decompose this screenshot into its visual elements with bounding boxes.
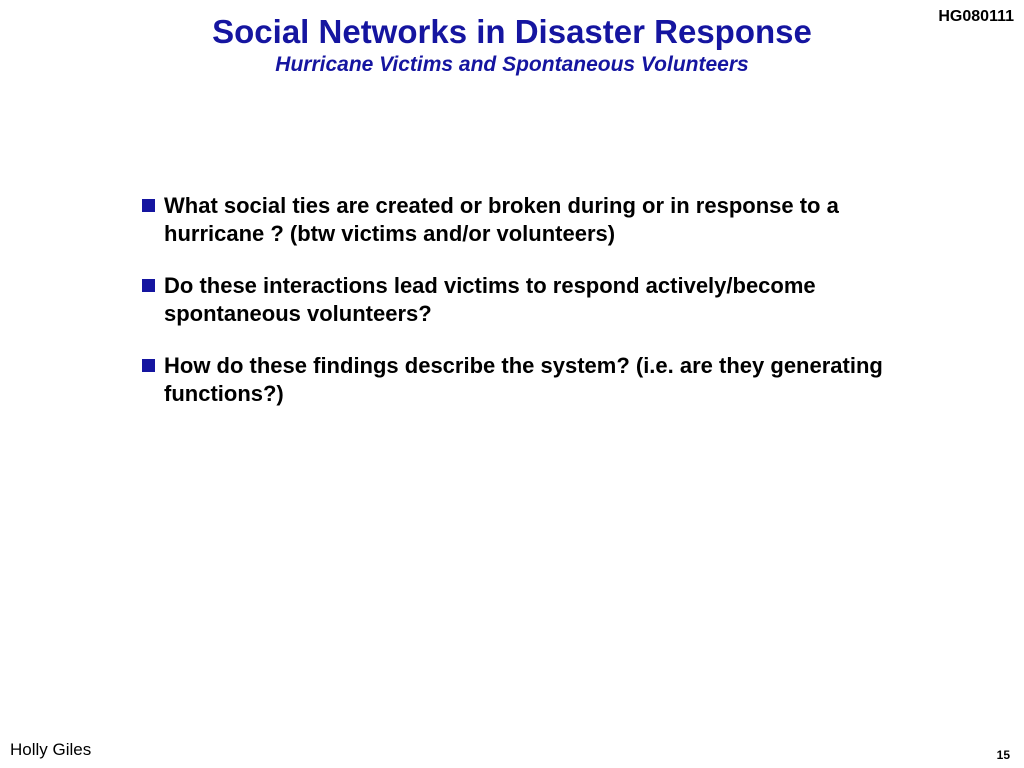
bullet-text: Do these interactions lead victims to respond actively/become spontaneous volunteers?	[164, 273, 816, 326]
title-block	[0, 12, 1024, 78]
square-bullet-icon	[142, 199, 155, 212]
document-id: HG080111	[938, 8, 1014, 25]
bullet-item	[140, 352, 930, 408]
page-number: 15	[996, 748, 1010, 762]
slide-title: Social Networks in Disaster Response	[212, 13, 812, 50]
bullet-list	[140, 192, 930, 432]
author-name: Holly Giles	[10, 740, 92, 759]
bullet-item	[140, 192, 930, 248]
bullet-text: How do these findings describe the system? (i.e. are they generating functions?)	[164, 353, 883, 406]
bullet-text: What social ties are created or broken during or in response to a hurricane ? (btw victims and/or volunteers)	[164, 193, 839, 246]
square-bullet-icon	[142, 279, 155, 292]
bullet-item	[140, 272, 930, 328]
slide-subtitle: Hurricane Victims and Spontaneous Volunteers	[275, 53, 749, 76]
square-bullet-icon	[142, 359, 155, 372]
